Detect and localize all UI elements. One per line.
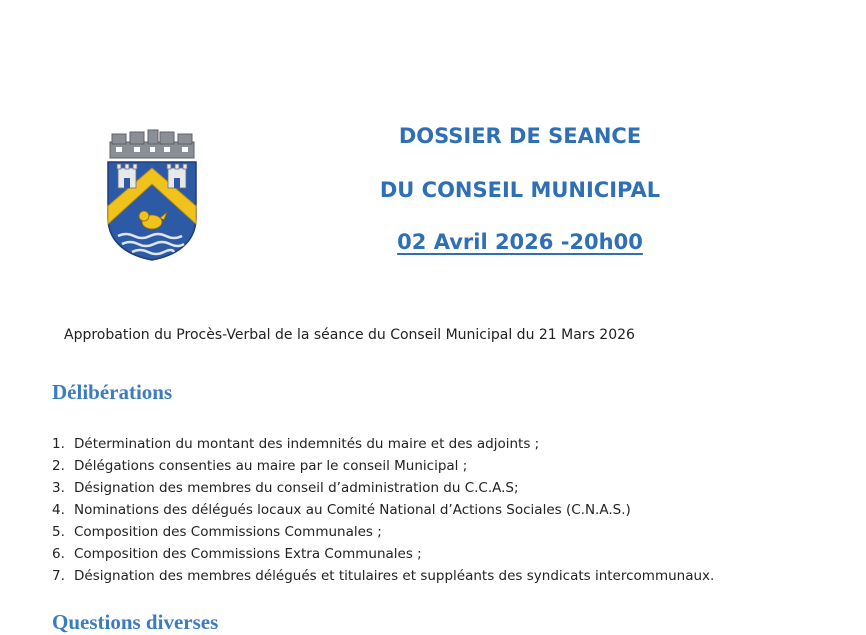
item-number: 4. bbox=[52, 502, 65, 518]
item-text: Composition des Commissions Communales ; bbox=[74, 524, 382, 540]
deliberations-heading: Délibérations bbox=[52, 380, 173, 404]
title-line-2: DU CONSEIL MUNICIPAL bbox=[379, 178, 661, 202]
list-item bbox=[52, 543, 714, 565]
item-number: 7. bbox=[52, 568, 65, 584]
item-text: Nominations des délégués locaux au Comité National d’Actions Sociales (C.N.A.S.) bbox=[74, 502, 631, 518]
title-line-1: DOSSIER DE SEANCE bbox=[398, 124, 642, 148]
list-item bbox=[52, 455, 714, 477]
list-item bbox=[52, 477, 714, 499]
document-title-block bbox=[350, 122, 690, 256]
item-number: 1. bbox=[52, 436, 65, 452]
list-item bbox=[52, 565, 714, 587]
deliberations-list bbox=[52, 433, 714, 587]
item-text: Désignation des membres du conseil d’administration du C.C.A.S; bbox=[74, 480, 519, 496]
approval-statement: Approbation du Procès-Verbal de la séance du Conseil Municipal du 21 Mars 2026 bbox=[64, 327, 635, 343]
meeting-date: 02 Avril 2026 -20h00 bbox=[397, 230, 643, 254]
questions-heading: Questions diverses bbox=[52, 610, 219, 634]
item-text: Détermination du montant des indemnités du maire et des adjoints ; bbox=[74, 436, 540, 452]
municipal-coat-of-arms-icon bbox=[104, 126, 200, 262]
item-text: Désignation des membres délégués et titulaires et suppléants des syndicats intercommunaux. bbox=[74, 568, 715, 584]
item-number: 5. bbox=[52, 524, 65, 540]
item-text: Délégations consenties au maire par le conseil Municipal ; bbox=[74, 458, 468, 474]
list-item bbox=[52, 433, 714, 455]
item-number: 2. bbox=[52, 458, 65, 474]
item-number: 3. bbox=[52, 480, 65, 496]
item-text: Composition des Commissions Extra Communales ; bbox=[74, 546, 422, 562]
list-item bbox=[52, 499, 714, 521]
item-number: 6. bbox=[52, 546, 65, 562]
list-item bbox=[52, 521, 714, 543]
